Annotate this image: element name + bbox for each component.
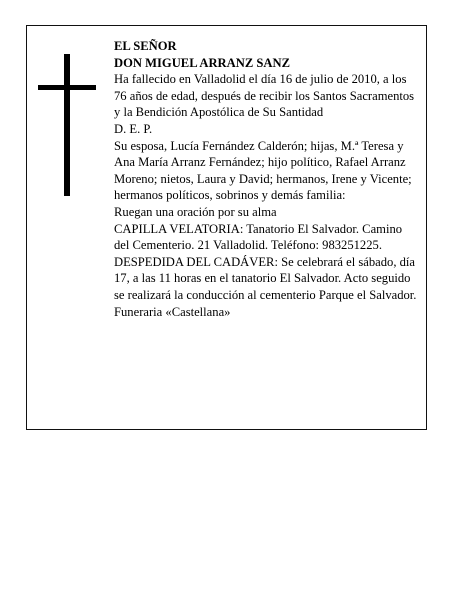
notice-title: EL SEÑOR: [114, 39, 177, 53]
cross-icon: [38, 54, 96, 196]
chapel-info: CAPILLA VELATORIA: Tanatorio El Salvador. Camino del Cementerio. 21 Valladolid. Teléfono: 983251225.: [114, 221, 403, 253]
family-list: Su esposa, Lucía Fernández Calderón; hijas, M.ª Teresa y Ana María Arranz Fernández; hijo político, Rafael Arranz Moreno; nietos, Laura y David; hermanos, Irene y Vicente; hermanos políticos, sobrinos y demás familia:: [114, 138, 412, 203]
farewell-info: DESPEDIDA DEL CADÁVER: Se celebrará el sábado, día 17, a las 11 horas en el tanatorio El Salvador. Acto seguido se realizará la conducción al cementerio Parque el Salvador.: [114, 254, 417, 302]
deceased-name: DON MIGUEL ARRANZ SANZ: [114, 55, 290, 70]
funeral-home: Funeraria «Castellana»: [114, 304, 231, 319]
prayer-request: Ruegan una oración por su alma: [114, 204, 277, 219]
cross-horizontal-bar: [38, 85, 96, 90]
dep-line: D. E. P.: [114, 121, 153, 136]
cross-vertical-bar: [64, 54, 70, 196]
obituary-text: [114, 38, 419, 320]
death-info: Ha fallecido en Valladolid el día 16 de julio de 2010, a los 76 años de edad, después de recibir los Santos Sacramentos y la Bendición Apostólica de Su Santidad: [114, 72, 415, 120]
